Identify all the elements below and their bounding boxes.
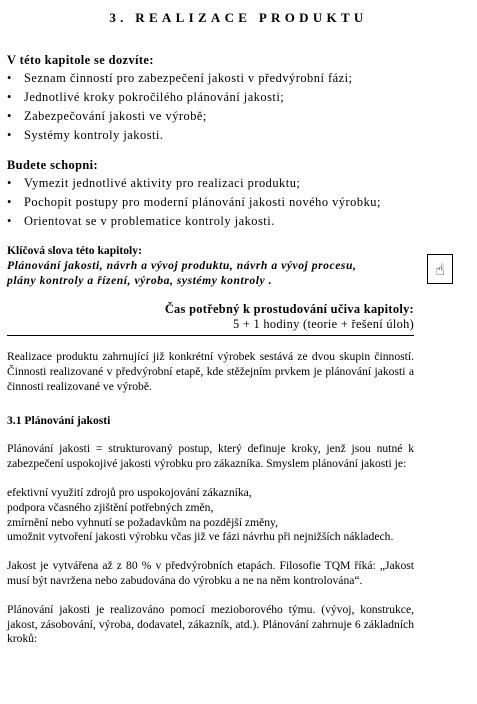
tqm-paragraph: Jakost je vytvářena až z 80 % v předvýrobních etapách. Filosofie TQM říká: „Jakost musí být navržena nebo zabudována do výrobku a ne na něm kontrolována“. [7, 559, 414, 587]
list-item: • Vymezit jednotlivé aktivity pro realizaci produktu; [7, 174, 414, 193]
page-content [7, 52, 414, 647]
chapter-title: 3. REALIZACE PRODUKTU [109, 10, 368, 25]
study-time-block [7, 302, 414, 336]
list-item: • Pochopit postupy pro moderní plánování jakosti nového výrobku; [7, 193, 414, 212]
goal-item: zmírnění nebo vyhnutí se požadavkům na pozdější změny, [7, 515, 278, 529]
pointing-hand-icon: ☝ [427, 254, 453, 284]
learn-heading: V této kapitole se dozvíte: [7, 53, 154, 67]
team-paragraph: Plánování jakosti je realizováno pomocí mezioborového týmu. (vývoj, konstrukce, jakost, zásobování, výroba, dodavatel, zákazník, atd.). Plánování zahrnuje 6 základních kroků: [7, 602, 414, 646]
list-item: • Seznam činností pro zabezpečení jakosti v předvýrobní fázi; [7, 69, 414, 88]
keywords-block [7, 243, 414, 288]
goal-item: umožnit vytvoření jakosti výrobku včas již ve fázi návrhu při nejnižších nákladech. [7, 530, 394, 544]
learn-list [7, 69, 414, 145]
goals-list [7, 486, 414, 545]
goal-item: efektivní využití zdrojů pro uspokojování zákazníka, [7, 485, 252, 499]
study-time-label: Čas potřebný k prostudování učiva kapitoly: [164, 302, 414, 316]
list-item: • Zabezpečování jakosti ve výrobě; [7, 107, 414, 126]
keywords-line: plány kontroly a řízení, výroba, systémy kontroly . [7, 274, 273, 287]
able-list [7, 174, 414, 231]
definition-paragraph: Plánování jakosti = strukturovaný postup, který definuje kroky, jenž jsou nutné k zabezpečení uspokojivé jakosti výrobku pro zákazníka. Smyslem plánování jakosti je: [7, 442, 414, 471]
intro-paragraph: Realizace produktu zahrnující již konkrétní výrobek sestává ze dvou skupin činností. Činnosti realizované v předvýrobní etapě, kde stěžejním prvkem je plánování jakosti a činnosti realizované ve výrobě. [7, 350, 414, 393]
section-title: 3.1 Plánování jakosti [7, 414, 111, 428]
study-time-value: 5 + 1 hodiny (teorie + řešení úloh) [232, 317, 414, 331]
keywords-line: Plánování jakosti, návrh a vývoj produktu, návrh a vývoj procesu, [7, 259, 357, 272]
keywords-heading: Klíčová slova této kapitoly: [7, 244, 142, 257]
goal-item: podpora včasného zjištění potřebných změn, [7, 500, 214, 514]
able-heading: Budete schopni: [7, 158, 99, 172]
list-item: • Systémy kontroly jakosti. [7, 126, 414, 145]
list-item: • Orientovat se v problematice kontroly jakosti. [7, 212, 414, 231]
list-item: • Jednotlivé kroky pokročilého plánování jakosti; [7, 88, 414, 107]
